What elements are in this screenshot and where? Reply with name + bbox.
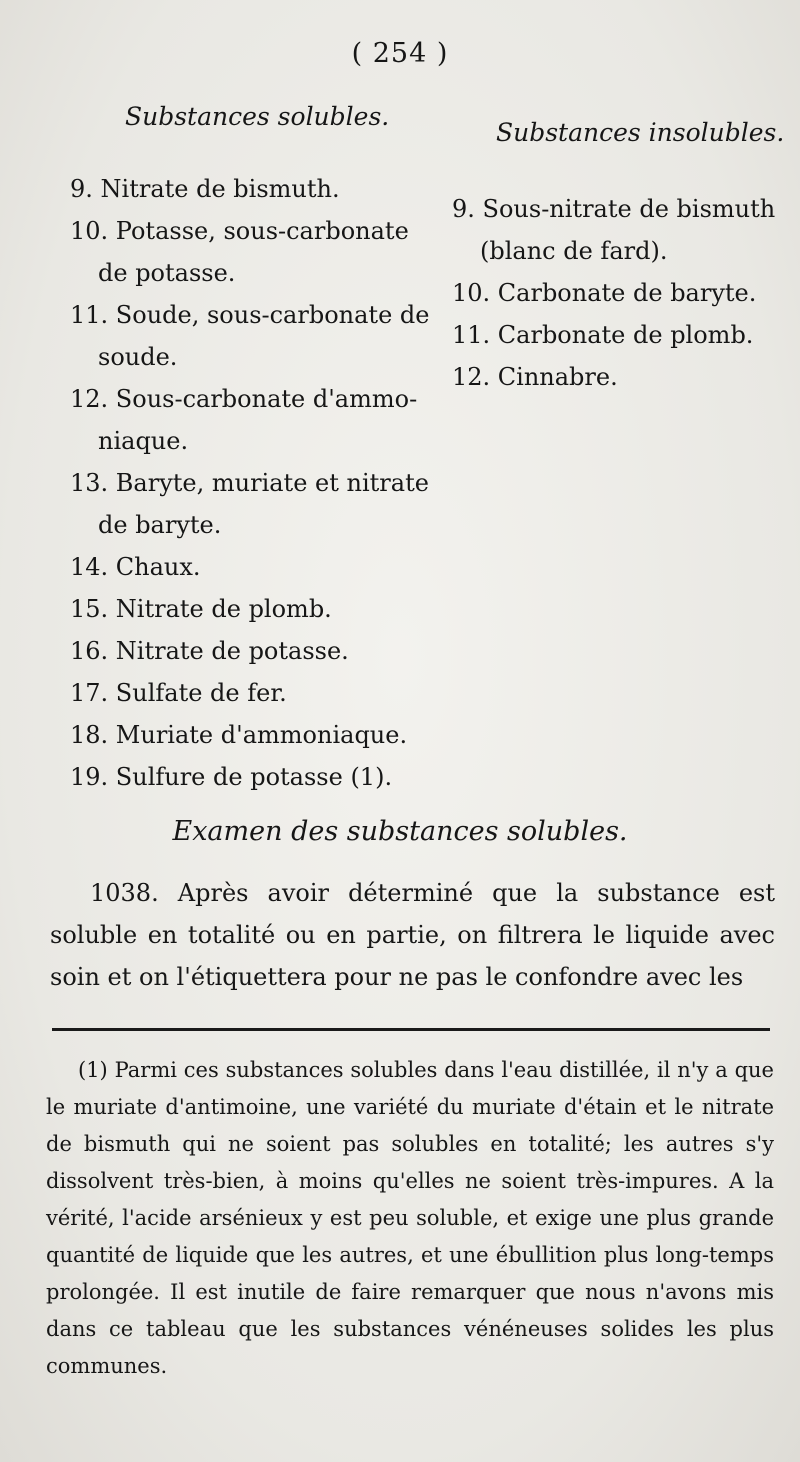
- list-item: [452, 314, 792, 356]
- list-item-text: 9. Sous-nitrate de bismuth: [452, 195, 776, 223]
- list-item: [452, 272, 792, 314]
- list-item-text: 16. Nitrate de potasse.: [70, 637, 349, 665]
- list-item-text: 11. Carbonate de plomb.: [452, 321, 754, 349]
- list-item: [70, 168, 440, 210]
- list-item-text: 17. Sulfate de fer.: [70, 679, 287, 707]
- list-item-text: 13. Baryte, muriate et nitrate: [70, 469, 429, 497]
- list-item: [70, 630, 440, 672]
- list-item-text: 10. Potasse, sous-carbonate: [70, 217, 409, 245]
- list-item-text: 15. Nitrate de plomb.: [70, 595, 332, 623]
- list-item-text: 9. Nitrate de bismuth.: [70, 175, 340, 203]
- list-item: [70, 588, 440, 630]
- section-title: Examen des substances solubles.: [172, 816, 628, 847]
- list-item-text: 12. Sous-carbonate d'ammo-: [70, 385, 418, 413]
- list-item-text: 18. Muriate d'ammoniaque.: [70, 721, 408, 749]
- list-item-continuation: de potasse.: [98, 259, 236, 287]
- footnote-divider: [52, 1028, 770, 1031]
- list-item-continuation: (blanc de fard).: [480, 237, 668, 265]
- list-item: [70, 756, 440, 798]
- list-item: [70, 462, 440, 546]
- footnote: (1) Parmi ces substances solubles dans l'eau distillée, il n'y a que le muriate d'antimoine, une variété du muriate d'étain et le nitrate de bismuth qui ne soient pas solubles en totalité; les autres s'y dissolvent très-bien, à moins qu'elles ne soient très-impures. A la vérité, l'acide arsénieux y est peu soluble, et exige une plus grande quantité de liquide que les autres, et une ébullition plus long-temps prolongée. Il est inutile de faire remarquer que nous n'avons mis dans ce tableau que les substances vénéneuses solides les plus communes.: [46, 1058, 774, 1378]
- list-item: [70, 672, 440, 714]
- insoluble-substances-list: [452, 188, 792, 398]
- right-column-heading: Substances insolubles.: [496, 118, 785, 147]
- list-item-continuation: de baryte.: [98, 511, 222, 539]
- list-item: [70, 210, 440, 294]
- list-item: [452, 188, 792, 272]
- soluble-substances-list: [70, 168, 440, 798]
- page-number: ( 254 ): [351, 38, 449, 69]
- list-item: [70, 378, 440, 462]
- list-item: [452, 356, 792, 398]
- left-column-heading: Substances solubles.: [125, 102, 390, 131]
- list-item-text: 19. Sulfure de potasse (1).: [70, 763, 393, 791]
- list-item-text: 10. Carbonate de baryte.: [452, 279, 757, 307]
- list-item: [70, 714, 440, 756]
- list-item-continuation: soude.: [98, 343, 178, 371]
- body-paragraph: 1038. Après avoir déterminé que la substance est soluble en totalité ou en partie, on filtrera le liquide avec soin et on l'étiquettera pour ne pas le confondre avec les: [50, 879, 775, 991]
- list-item-continuation: niaque.: [98, 427, 189, 455]
- list-item-text: 12. Cinnabre.: [452, 363, 618, 391]
- list-item-text: 11. Soude, sous-carbonate de: [70, 301, 430, 329]
- list-item: [70, 294, 440, 378]
- list-item: [70, 546, 440, 588]
- list-item-text: 14. Chaux.: [70, 553, 201, 581]
